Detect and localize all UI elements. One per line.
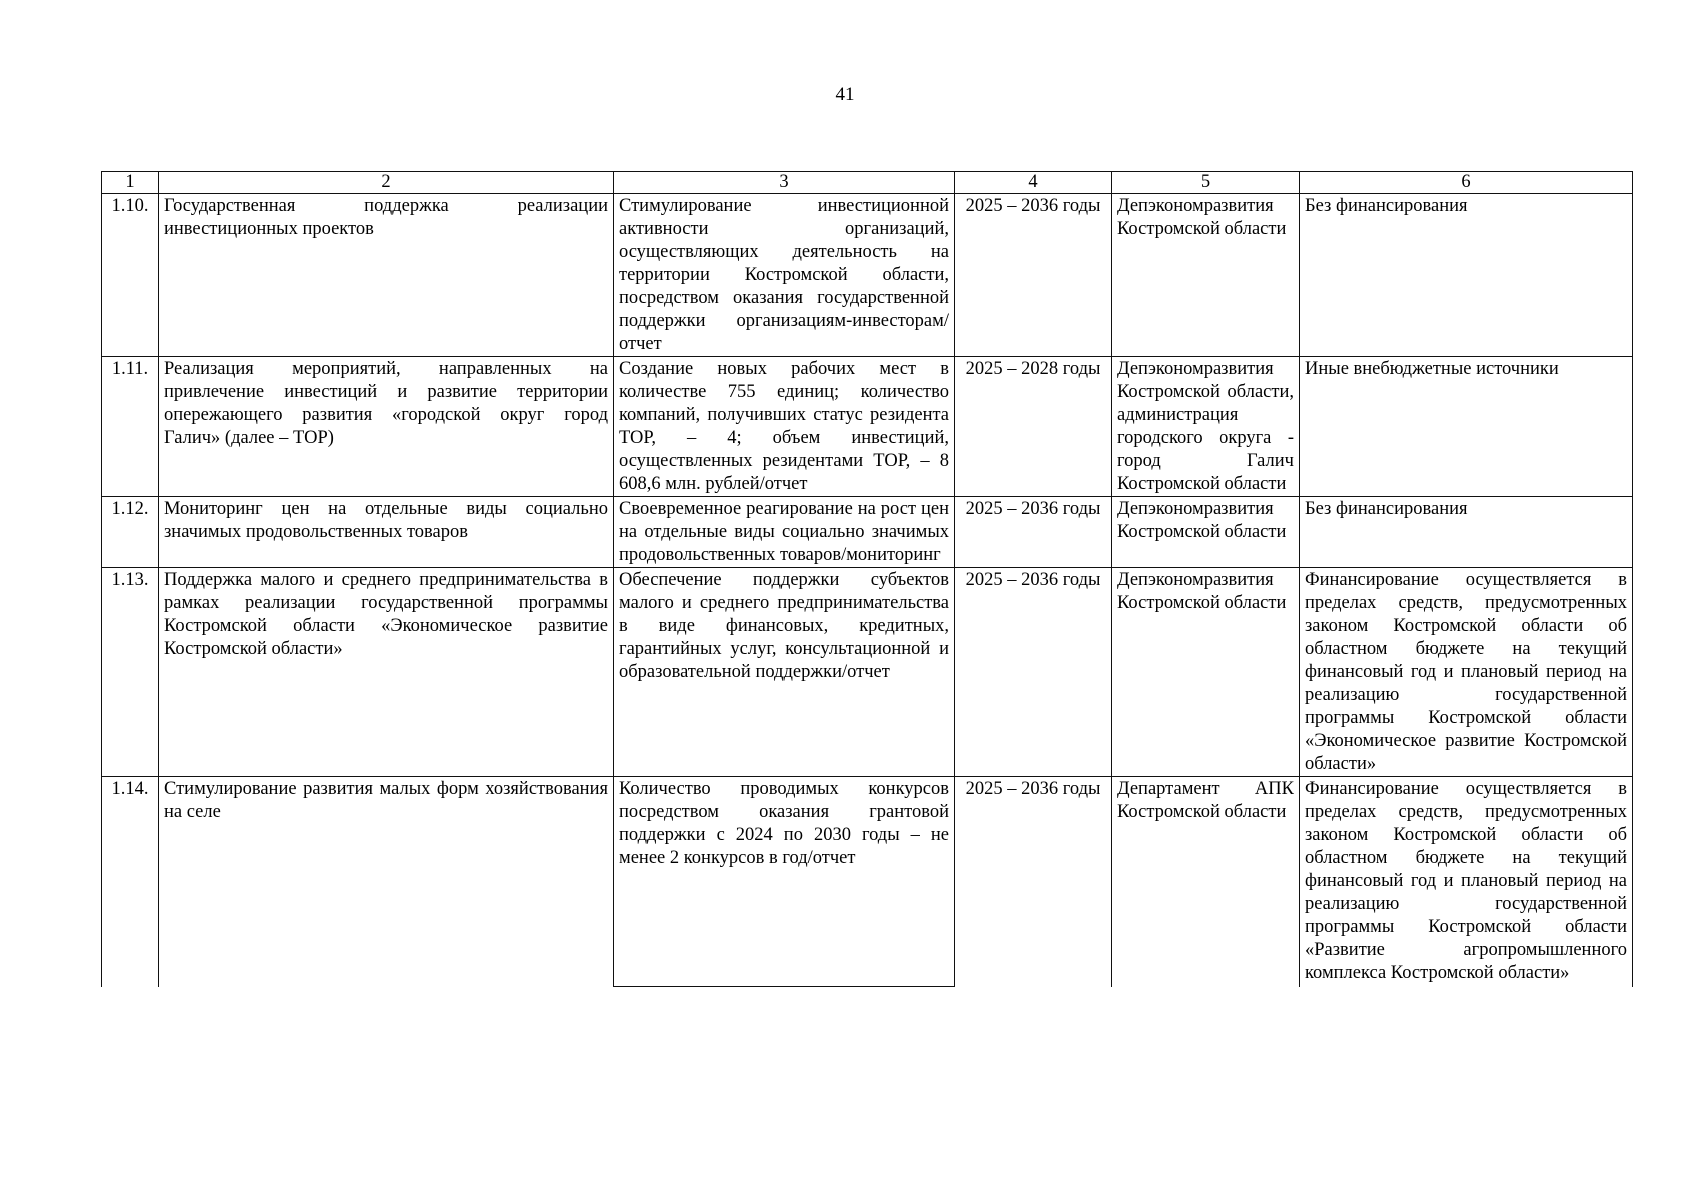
executor-cell: Депэкономразвития Костромской области, администрация городского округа - город Галич Костромской области (1112, 357, 1300, 497)
financing-cell: Иные внебюджетные источники (1300, 357, 1633, 497)
result-cell: Своевременное реагирование на рост цен на отдельные виды социально значимых продовольственных товаров/мониторинг (614, 497, 955, 568)
header-col-6: 6 (1300, 172, 1633, 194)
page-number (0, 84, 1694, 106)
period-cell: 2025 – 2036 годы (955, 777, 1112, 987)
result-cell: Обеспечение поддержки субъектов малого и среднего предпринимательства в виде финансовых, кредитных, гарантийных услуг, консультационной и образовательной поддержки/отчет (614, 568, 955, 777)
result-cell: Создание новых рабочих мест в количестве 755 единиц; количество компаний, получивших статус резидента ТОР, – 4; объем инвестиций, осуществленных резидентами ТОР, – 8 608,6 млн. рублей/отчет (614, 357, 955, 497)
event-cell: Стимулирование развития малых форм хозяйствования на селе (159, 777, 614, 987)
table-row (102, 194, 1633, 357)
financing-cell: Финансирование осуществляется в пределах средств, предусмотренных законом Костромской области об областном бюджете на текущий финансовый год и плановый период на реализацию государственной программы Костромской области «Развитие агропромышленного комплекса Костромской области» (1300, 777, 1633, 987)
header-col-2: 2 (159, 172, 614, 194)
header-col-5: 5 (1112, 172, 1300, 194)
period-cell: 2025 – 2036 годы (955, 194, 1112, 357)
period-cell: 2025 – 2036 годы (955, 568, 1112, 777)
table-row (102, 568, 1633, 777)
executor-cell: Депэкономразвития Костромской области (1112, 568, 1300, 777)
table-row (102, 777, 1633, 987)
header-col-3: 3 (614, 172, 955, 194)
result-cell: Стимулирование инвестиционной активности организаций, осуществляющих деятельность на территории Костромской области, посредством оказания государственной поддержки организациям-инвесторам/отчет (614, 194, 955, 357)
financing-cell: Без финансирования (1300, 194, 1633, 357)
header-col-1: 1 (102, 172, 159, 194)
executor-cell: Депэкономразвития Костромской области (1112, 497, 1300, 568)
page-number-text: 41 (835, 84, 855, 105)
header-col-4: 4 (955, 172, 1112, 194)
executor-cell: Депэкономразвития Костромской области (1112, 194, 1300, 357)
action-plan-table (101, 171, 1633, 987)
row-number: 1.11. (102, 357, 159, 497)
financing-cell: Финансирование осуществляется в пределах средств, предусмотренных законом Костромской области об областном бюджете на текущий финансовый год и плановый период на реализацию государственной программы Костромской области «Экономическое развитие Костромской области» (1300, 568, 1633, 777)
financing-cell: Без финансирования (1300, 497, 1633, 568)
header-row (102, 172, 1633, 194)
table-row (102, 357, 1633, 497)
row-number: 1.12. (102, 497, 159, 568)
row-number: 1.10. (102, 194, 159, 357)
event-cell: Государственная поддержка реализации инвестиционных проектов (159, 194, 614, 357)
period-cell: 2025 – 2036 годы (955, 497, 1112, 568)
row-number: 1.13. (102, 568, 159, 777)
event-cell: Мониторинг цен на отдельные виды социально значимых продовольственных товаров (159, 497, 614, 568)
period-cell: 2025 – 2028 годы (955, 357, 1112, 497)
event-cell: Реализация мероприятий, направленных на привлечение инвестиций и развитие территории опережающего развития «городской округ город Галич» (далее – ТОР) (159, 357, 614, 497)
result-cell: Количество проводимых конкурсов посредством оказания грантовой поддержки с 2024 по 2030 годы – не менее 2 конкурсов в год/отчет (614, 777, 955, 987)
table-row (102, 497, 1633, 568)
event-cell: Поддержка малого и среднего предпринимательства в рамках реализации государственной программы Костромской области «Экономическое развитие Костромской области» (159, 568, 614, 777)
row-number: 1.14. (102, 777, 159, 987)
executor-cell: Департамент АПК Костромской области (1112, 777, 1300, 987)
